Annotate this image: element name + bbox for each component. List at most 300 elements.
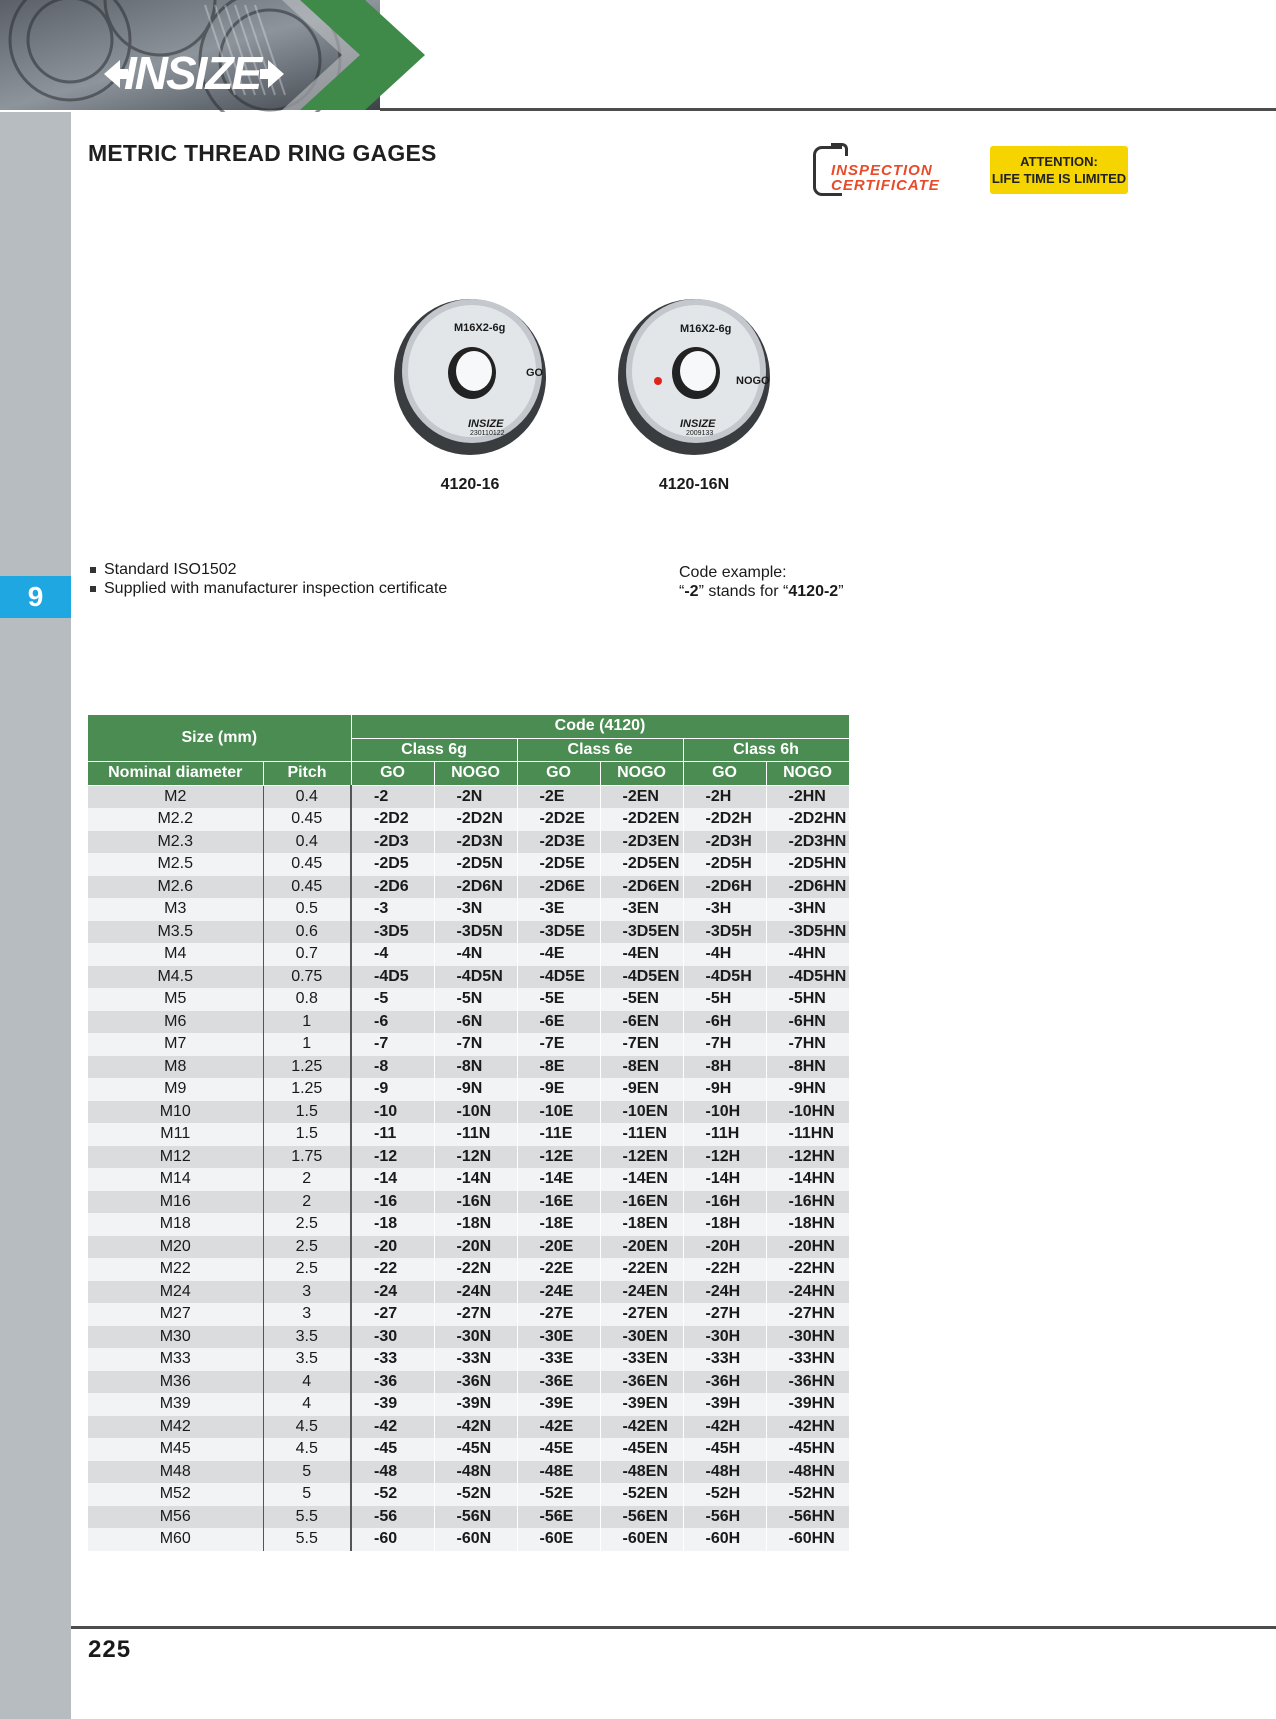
nominal-diameter-cell: M12	[88, 1146, 263, 1169]
nogo-header: NOGO	[600, 762, 683, 786]
class-6g-nogo-cell: -60N	[434, 1528, 517, 1551]
class-6g-go-cell: -42	[351, 1416, 434, 1439]
class-6h-go-cell: -11H	[683, 1123, 766, 1146]
table-row	[88, 1123, 849, 1146]
gage-marking: M16X2-6g	[680, 323, 732, 335]
class-6h-go-cell: -2D3H	[683, 831, 766, 854]
nominal-diameter-cell: M2	[88, 785, 263, 808]
class-6g-go-cell: -16	[351, 1191, 434, 1214]
gage-marking: M16X2-6g	[454, 322, 506, 334]
size-header: Size (mm)	[88, 715, 351, 762]
table-row	[88, 1393, 849, 1416]
class-6h-go-cell: -42H	[683, 1416, 766, 1439]
class-6e-nogo-cell: -2D3EN	[600, 831, 683, 854]
class-6g-go-cell: -3D5	[351, 921, 434, 944]
class-6e-nogo-cell: -4EN	[600, 943, 683, 966]
pitch-cell: 5	[263, 1483, 351, 1506]
pitch-cell: 0.45	[263, 808, 351, 831]
class-6g-go-cell: -39	[351, 1393, 434, 1416]
class-6g-nogo-cell: -7N	[434, 1033, 517, 1056]
class-6h-nogo-cell: -18HN	[766, 1213, 849, 1236]
class-6h-go-cell: -14H	[683, 1168, 766, 1191]
table-row	[88, 785, 849, 808]
chapter-tab[interactable]: 9	[0, 576, 71, 618]
inspection-certificate-badge	[813, 146, 963, 196]
class-6g-nogo-cell: -9N	[434, 1078, 517, 1101]
class-6h-nogo-cell: -3HN	[766, 898, 849, 921]
class-6h-go-cell: -33H	[683, 1348, 766, 1371]
class-6e-go-cell: -48E	[517, 1461, 600, 1484]
class-6g-go-cell: -30	[351, 1326, 434, 1349]
table-row	[88, 1281, 849, 1304]
nominal-diameter-cell: M33	[88, 1348, 263, 1371]
class-6e-nogo-cell: -27EN	[600, 1303, 683, 1326]
class-6e-go-cell: -20E	[517, 1236, 600, 1259]
class-6e-nogo-cell: -6EN	[600, 1011, 683, 1034]
product-caption-go: 4120-16	[440, 476, 500, 493]
gage-logo: INSIZE	[468, 418, 504, 430]
table-row	[88, 1416, 849, 1439]
class-6h-nogo-cell: -48HN	[766, 1461, 849, 1484]
pitch-cell: 3.5	[263, 1326, 351, 1349]
class-6h-nogo-cell: -27HN	[766, 1303, 849, 1326]
class-6e-go-cell: -8E	[517, 1056, 600, 1079]
certificate-tab-icon	[831, 143, 848, 156]
table-row	[88, 1371, 849, 1394]
class-6h-go-cell: -52H	[683, 1483, 766, 1506]
code-example-label: Code example:	[679, 564, 787, 581]
class-6h-nogo-cell: -8HN	[766, 1056, 849, 1079]
class-6e-go-cell: -56E	[517, 1506, 600, 1529]
class-6h-nogo-cell: -45HN	[766, 1438, 849, 1461]
class-6e-go-cell: -4D5E	[517, 966, 600, 989]
gage-serial: 2009133	[686, 430, 714, 437]
class-6e-go-cell: -42E	[517, 1416, 600, 1439]
red-dot-icon	[654, 377, 662, 385]
table-row	[88, 876, 849, 899]
class-6g-go-cell: -20	[351, 1236, 434, 1259]
nominal-diameter-cell: M6	[88, 1011, 263, 1034]
attention-line1: ATTENTION:	[1020, 154, 1098, 169]
pitch-cell: 2.5	[263, 1236, 351, 1259]
code-header: Code (4120)	[351, 715, 849, 738]
footer-rule	[71, 1626, 1276, 1629]
class-6h-nogo-cell: -2D6HN	[766, 876, 849, 899]
header-rule	[380, 108, 1276, 111]
table-row	[88, 1348, 849, 1371]
table-row	[88, 1078, 849, 1101]
spec-table-body	[88, 785, 849, 1551]
class-6h-go-cell: -48H	[683, 1461, 766, 1484]
class-6h-go-cell: -27H	[683, 1303, 766, 1326]
table-row	[88, 1101, 849, 1124]
class-6g-go-cell: -2D5	[351, 853, 434, 876]
certificate-line2: CERTIFICATE	[831, 177, 940, 194]
pitch-cell: 2	[263, 1191, 351, 1214]
class-6g-nogo-cell: -18N	[434, 1213, 517, 1236]
class-6g-go-cell: -2D6	[351, 876, 434, 899]
table-row	[88, 1168, 849, 1191]
class-6g-nogo-cell: -14N	[434, 1168, 517, 1191]
class-6g-nogo-cell: -2D3N	[434, 831, 517, 854]
class-6h-go-cell: -6H	[683, 1011, 766, 1034]
table-row	[88, 1461, 849, 1484]
class-6g-go-cell: -14	[351, 1168, 434, 1191]
class-6h-nogo-cell: -4HN	[766, 943, 849, 966]
class-6h-go-cell: -4H	[683, 943, 766, 966]
nominal-diameter-cell: M56	[88, 1506, 263, 1529]
class-6e-nogo-cell: -4D5EN	[600, 966, 683, 989]
class-6h-nogo-cell: -36HN	[766, 1371, 849, 1394]
table-row	[88, 943, 849, 966]
gage-side-label: GO	[526, 367, 544, 379]
class-6e-nogo-cell: -14EN	[600, 1168, 683, 1191]
feature-item: Supplied with manufacturer inspection certificate	[88, 579, 447, 598]
class-6g-go-cell: -36	[351, 1371, 434, 1394]
pitch-cell: 0.4	[263, 785, 351, 808]
class-6e-go-cell: -11E	[517, 1123, 600, 1146]
class-6h-go-cell: -3H	[683, 898, 766, 921]
class-6h-nogo-cell: -39HN	[766, 1393, 849, 1416]
pitch-cell: 4	[263, 1371, 351, 1394]
class-6e-nogo-cell: -2EN	[600, 785, 683, 808]
nominal-diameter-cell: M3	[88, 898, 263, 921]
class-6h-nogo-cell: -56HN	[766, 1506, 849, 1529]
nominal-diameter-cell: M2.6	[88, 876, 263, 899]
class-6e-nogo-cell: -22EN	[600, 1258, 683, 1281]
feature-item: Standard ISO1502	[88, 560, 447, 579]
table-row	[88, 1236, 849, 1259]
table-row	[88, 1506, 849, 1529]
class-6h-go-cell: -4D5H	[683, 966, 766, 989]
class-6h-go-cell: -3D5H	[683, 921, 766, 944]
class-6g-go-cell: -3	[351, 898, 434, 921]
table-row	[88, 1033, 849, 1056]
class-6h-go-cell: -10H	[683, 1101, 766, 1124]
pitch-cell: 2.5	[263, 1258, 351, 1281]
pitch-cell: 5	[263, 1461, 351, 1484]
class-6e-nogo-cell: -33EN	[600, 1348, 683, 1371]
class-6e-go-cell: -45E	[517, 1438, 600, 1461]
ring-gage-nogo-image	[614, 285, 772, 465]
pitch-cell: 4	[263, 1393, 351, 1416]
class-6g-nogo-cell: -33N	[434, 1348, 517, 1371]
class-6e-go-cell: -14E	[517, 1168, 600, 1191]
class-6e-go-cell: -2D3E	[517, 831, 600, 854]
nominal-diameter-cell: M4	[88, 943, 263, 966]
class-6g-go-cell: -10	[351, 1101, 434, 1124]
nominal-diameter-cell: M3.5	[88, 921, 263, 944]
nominal-diameter-cell: M8	[88, 1056, 263, 1079]
class-6g-nogo-cell: -36N	[434, 1371, 517, 1394]
pitch-cell: 5.5	[263, 1506, 351, 1529]
nominal-diameter-cell: M2.5	[88, 853, 263, 876]
class-6e-go-cell: -2D6E	[517, 876, 600, 899]
pitch-cell: 1	[263, 1033, 351, 1056]
class-6e-nogo-cell: -24EN	[600, 1281, 683, 1304]
class-6g-go-cell: -56	[351, 1506, 434, 1529]
class-6g-go-cell: -5	[351, 988, 434, 1011]
pitch-header: Pitch	[263, 762, 351, 786]
class-6g-nogo-cell: -42N	[434, 1416, 517, 1439]
class-6g-go-cell: -2D2	[351, 808, 434, 831]
class-6g-nogo-cell: -39N	[434, 1393, 517, 1416]
class-6h-go-cell: -5H	[683, 988, 766, 1011]
pitch-cell: 5.5	[263, 1528, 351, 1551]
class-6h-nogo-cell: -14HN	[766, 1168, 849, 1191]
class-6h-nogo-cell: -16HN	[766, 1191, 849, 1214]
table-row	[88, 1191, 849, 1214]
class-6g-nogo-cell: -22N	[434, 1258, 517, 1281]
class-6h-nogo-cell: -12HN	[766, 1146, 849, 1169]
class-6g-go-cell: -2D3	[351, 831, 434, 854]
nominal-diameter-cell: M60	[88, 1528, 263, 1551]
class-6e-nogo-cell: -9EN	[600, 1078, 683, 1101]
class-6g-nogo-cell: -4D5N	[434, 966, 517, 989]
class-6g-go-cell: -7	[351, 1033, 434, 1056]
feature-list	[88, 560, 447, 598]
class-6g-nogo-cell: -52N	[434, 1483, 517, 1506]
table-row	[88, 1146, 849, 1169]
class-6g-nogo-cell: -4N	[434, 943, 517, 966]
nominal-diameter-cell: M4.5	[88, 966, 263, 989]
table-row	[88, 831, 849, 854]
nominal-diameter-header: Nominal diameter	[88, 762, 263, 786]
pitch-cell: 3.5	[263, 1348, 351, 1371]
class-6g-nogo-cell: -8N	[434, 1056, 517, 1079]
class-6e-go-cell: -33E	[517, 1348, 600, 1371]
class-6g-nogo-cell: -12N	[434, 1146, 517, 1169]
class-6e-go-cell: -2E	[517, 785, 600, 808]
table-row	[88, 1258, 849, 1281]
class-6g-nogo-cell: -11N	[434, 1123, 517, 1146]
class-6h-nogo-cell: -2D3HN	[766, 831, 849, 854]
class-6e-nogo-cell: -56EN	[600, 1506, 683, 1529]
pitch-cell: 0.7	[263, 943, 351, 966]
class-6e-nogo-cell: -16EN	[600, 1191, 683, 1214]
pitch-cell: 4.5	[263, 1438, 351, 1461]
table-row	[88, 966, 849, 989]
class-6h-go-cell: -60H	[683, 1528, 766, 1551]
table-row	[88, 921, 849, 944]
pitch-cell: 0.4	[263, 831, 351, 854]
class-6g-nogo-cell: -3D5N	[434, 921, 517, 944]
insize-logo	[104, 48, 284, 98]
class-6e-nogo-cell: -10EN	[600, 1101, 683, 1124]
go-header: GO	[351, 762, 434, 786]
nominal-diameter-cell: M22	[88, 1258, 263, 1281]
class-6h-go-cell: -7H	[683, 1033, 766, 1056]
pitch-cell: 0.45	[263, 853, 351, 876]
gage-logo: INSIZE	[680, 418, 716, 430]
class-6h-go-cell: -30H	[683, 1326, 766, 1349]
class-6e-nogo-cell: -7EN	[600, 1033, 683, 1056]
class-6e-nogo-cell: -18EN	[600, 1213, 683, 1236]
nominal-diameter-cell: M11	[88, 1123, 263, 1146]
class-6g-nogo-cell: -2D2N	[434, 808, 517, 831]
table-row	[88, 853, 849, 876]
class-6h-nogo-cell: -52HN	[766, 1483, 849, 1506]
class-6h-go-cell: -16H	[683, 1191, 766, 1214]
code-example	[679, 563, 844, 601]
nominal-diameter-cell: M39	[88, 1393, 263, 1416]
class-6g-go-cell: -22	[351, 1258, 434, 1281]
class-6g-go-cell: -18	[351, 1213, 434, 1236]
class-6g-nogo-cell: -2D5N	[434, 853, 517, 876]
table-row	[88, 1438, 849, 1461]
class-6e-nogo-cell: -48EN	[600, 1461, 683, 1484]
class-6g-go-cell: -24	[351, 1281, 434, 1304]
class-6h-go-cell: -56H	[683, 1506, 766, 1529]
class-6e-go-cell: -6E	[517, 1011, 600, 1034]
pitch-cell: 3	[263, 1303, 351, 1326]
class-6h-go-cell: -8H	[683, 1056, 766, 1079]
class-6h-nogo-cell: -22HN	[766, 1258, 849, 1281]
class-6h-go-cell: -45H	[683, 1438, 766, 1461]
class-6e-go-cell: -3D5E	[517, 921, 600, 944]
class-6h-nogo-cell: -42HN	[766, 1416, 849, 1439]
nominal-diameter-cell: M52	[88, 1483, 263, 1506]
class-6g-nogo-cell: -2N	[434, 785, 517, 808]
table-row	[88, 1011, 849, 1034]
class-6h-nogo-cell: -60HN	[766, 1528, 849, 1551]
nominal-diameter-cell: M2.3	[88, 831, 263, 854]
class-6g-go-cell: -11	[351, 1123, 434, 1146]
class-6g-nogo-cell: -24N	[434, 1281, 517, 1304]
class-6h-nogo-cell: -2HN	[766, 785, 849, 808]
class-6e-go-cell: -52E	[517, 1483, 600, 1506]
class-6g-go-cell: -60	[351, 1528, 434, 1551]
class-6e-go-cell: -9E	[517, 1078, 600, 1101]
nominal-diameter-cell: M2.2	[88, 808, 263, 831]
nominal-diameter-cell: M45	[88, 1438, 263, 1461]
gage-side-label: NOGO	[736, 375, 770, 387]
class-6e-nogo-cell: -2D2EN	[600, 808, 683, 831]
nominal-diameter-cell: M20	[88, 1236, 263, 1259]
class-6e-nogo-cell: -52EN	[600, 1483, 683, 1506]
product-caption-nogo: 4120-16N	[658, 476, 730, 493]
class-6g-nogo-cell: -6N	[434, 1011, 517, 1034]
class-6e-nogo-cell: -42EN	[600, 1416, 683, 1439]
pitch-cell: 0.6	[263, 921, 351, 944]
class-6e-header: Class 6e	[517, 738, 683, 762]
class-6e-go-cell: -60E	[517, 1528, 600, 1551]
class-6g-go-cell: -12	[351, 1146, 434, 1169]
class-6e-nogo-cell: -12EN	[600, 1146, 683, 1169]
class-6e-nogo-cell: -3D5EN	[600, 921, 683, 944]
class-6h-go-cell: -9H	[683, 1078, 766, 1101]
class-6h-nogo-cell: -30HN	[766, 1326, 849, 1349]
spec-table	[88, 715, 850, 1551]
class-6g-nogo-cell: -5N	[434, 988, 517, 1011]
class-6g-nogo-cell: -56N	[434, 1506, 517, 1529]
class-6h-nogo-cell: -5HN	[766, 988, 849, 1011]
class-6e-nogo-cell: -3EN	[600, 898, 683, 921]
class-6g-go-cell: -4D5	[351, 966, 434, 989]
class-6h-nogo-cell: -2D2HN	[766, 808, 849, 831]
class-6e-nogo-cell: -30EN	[600, 1326, 683, 1349]
sidebar-strip	[0, 112, 71, 1719]
class-6e-go-cell: -10E	[517, 1101, 600, 1124]
go-header: GO	[683, 762, 766, 786]
class-6h-go-cell: -20H	[683, 1236, 766, 1259]
ring-gage-go-image	[390, 285, 548, 465]
class-6g-go-cell: -2	[351, 785, 434, 808]
pitch-cell: 0.5	[263, 898, 351, 921]
class-6g-nogo-cell: -20N	[434, 1236, 517, 1259]
logo-text: INSIZE	[124, 47, 261, 99]
table-row	[88, 1303, 849, 1326]
class-6e-go-cell: -27E	[517, 1303, 600, 1326]
class-6h-go-cell: -18H	[683, 1213, 766, 1236]
pitch-cell: 1.5	[263, 1101, 351, 1124]
class-6g-go-cell: -45	[351, 1438, 434, 1461]
pitch-cell: 2.5	[263, 1213, 351, 1236]
class-6h-go-cell: -2H	[683, 785, 766, 808]
nominal-diameter-cell: M9	[88, 1078, 263, 1101]
class-6e-nogo-cell: -20EN	[600, 1236, 683, 1259]
class-6e-nogo-cell: -36EN	[600, 1371, 683, 1394]
class-6g-nogo-cell: -45N	[434, 1438, 517, 1461]
nominal-diameter-cell: M10	[88, 1101, 263, 1124]
class-6e-nogo-cell: -2D6EN	[600, 876, 683, 899]
class-6e-nogo-cell: -39EN	[600, 1393, 683, 1416]
class-6e-go-cell: -18E	[517, 1213, 600, 1236]
code-example-full: 4120-2	[788, 583, 839, 600]
class-6g-nogo-cell: -48N	[434, 1461, 517, 1484]
nominal-diameter-cell: M48	[88, 1461, 263, 1484]
page-number: 225	[88, 1636, 132, 1663]
class-6e-nogo-cell: -5EN	[600, 988, 683, 1011]
class-6h-nogo-cell: -24HN	[766, 1281, 849, 1304]
class-6g-go-cell: -6	[351, 1011, 434, 1034]
attention-line2: LIFE TIME IS LIMITED	[991, 171, 1127, 186]
class-6h-nogo-cell: -3D5HN	[766, 921, 849, 944]
table-row	[88, 1528, 849, 1551]
code-example-text: “-2” stands for “4120-2”	[679, 583, 844, 600]
table-row	[88, 808, 849, 831]
pitch-cell: 0.45	[263, 876, 351, 899]
class-6g-nogo-cell: -30N	[434, 1326, 517, 1349]
class-6e-go-cell: -2D2E	[517, 808, 600, 831]
class-6g-go-cell: -27	[351, 1303, 434, 1326]
class-6e-nogo-cell: -2D5EN	[600, 853, 683, 876]
nominal-diameter-cell: M27	[88, 1303, 263, 1326]
pitch-cell: 1.25	[263, 1056, 351, 1079]
class-6h-nogo-cell: -6HN	[766, 1011, 849, 1034]
attention-badge	[990, 146, 1128, 194]
class-6g-nogo-cell: -16N	[434, 1191, 517, 1214]
class-6e-go-cell: -3E	[517, 898, 600, 921]
nogo-header: NOGO	[434, 762, 517, 786]
go-header: GO	[517, 762, 600, 786]
class-6g-go-cell: -8	[351, 1056, 434, 1079]
class-6h-nogo-cell: -2D5HN	[766, 853, 849, 876]
class-6h-go-cell: -36H	[683, 1371, 766, 1394]
class-6g-go-cell: -33	[351, 1348, 434, 1371]
class-6h-go-cell: -24H	[683, 1281, 766, 1304]
class-6g-nogo-cell: -27N	[434, 1303, 517, 1326]
class-6e-go-cell: -22E	[517, 1258, 600, 1281]
class-6e-go-cell: -2D5E	[517, 853, 600, 876]
class-6h-go-cell: -2D5H	[683, 853, 766, 876]
gage-serial: 230110122	[470, 430, 505, 437]
class-6e-go-cell: -12E	[517, 1146, 600, 1169]
class-6e-go-cell: -16E	[517, 1191, 600, 1214]
class-6h-nogo-cell: -20HN	[766, 1236, 849, 1259]
nominal-diameter-cell: M5	[88, 988, 263, 1011]
class-6g-go-cell: -4	[351, 943, 434, 966]
